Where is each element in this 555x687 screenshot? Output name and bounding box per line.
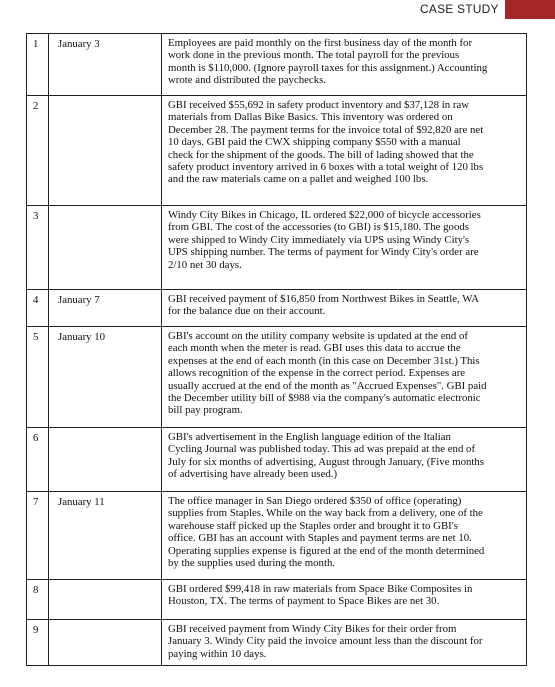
row-date: January 3 <box>49 34 162 95</box>
description-line: January 3. Windy City paid the invoice amount less than the discount for <box>168 635 483 648</box>
table-row <box>27 34 526 96</box>
row-number: 4 <box>27 290 49 326</box>
description-line: Windy City Bikes in Chicago, IL ordered $22,000 of bicycle accessories <box>168 209 481 221</box>
description-line: office. GBI has an account with Staples and payment terms are net 10. <box>168 532 472 545</box>
description-line: work done in the previous month. The total payroll for the previous <box>168 49 460 62</box>
description-line: Employees are paid monthly on the first business day of the month for <box>168 37 473 49</box>
description-line: GBI's account on the utility company website is updated at the end of <box>168 330 468 342</box>
table-row <box>27 96 526 206</box>
description-line: supplies from Staples. While on the way back from a delivery, one of the <box>168 507 483 520</box>
description-line: 2/10 net 30 days. <box>168 258 242 271</box>
table-row <box>27 620 526 665</box>
row-date <box>49 580 162 619</box>
transaction-table <box>26 33 527 666</box>
description-line: wrote and distributed the paychecks. <box>168 74 327 87</box>
description-line: were shipped to Windy City immediately via UPS using Windy City's <box>168 233 470 246</box>
row-date <box>49 620 162 665</box>
row-number: 6 <box>27 428 49 491</box>
description-line: GBI received $55,692 in safety product inventory and $37,128 in raw <box>168 99 470 111</box>
row-date: January 10 <box>49 327 162 427</box>
description-line: Houston, TX. The terms of payment to Space Bikes are net 30. <box>168 595 440 608</box>
row-description <box>162 327 526 427</box>
row-description <box>162 206 526 289</box>
row-number: 7 <box>27 492 49 579</box>
description-line: UPS shipping number. The terms of payment for Windy City's order are <box>168 246 479 259</box>
description-line: for the balance due on their account. <box>168 305 326 318</box>
row-date <box>49 96 162 205</box>
description-line: July for six months of advertising, August through January, (Five months <box>168 455 484 468</box>
row-number: 1 <box>27 34 49 95</box>
description-line: allows recognition of the expense in the correct period. Expenses are <box>168 367 466 380</box>
table-row <box>27 428 526 492</box>
row-description <box>162 290 526 326</box>
description-line: month is $110,000. (Ignore payroll taxes for this assignment.) Accounting <box>168 61 488 74</box>
row-number: 9 <box>27 620 49 665</box>
description-line: warehouse staff picked up the Staples order and brought it to GBI's <box>168 519 458 532</box>
description-line: safety product inventory arrived in 6 boxes with a total weight of 120 lbs <box>168 161 484 174</box>
description-line: December 28. The payment terms for the invoice total of $92,820 are net <box>168 123 484 136</box>
description-line: check for the shipment of the goods. The bill of lading showed that the <box>168 148 474 161</box>
description-line: paying within 10 days. <box>168 647 267 660</box>
description-line: 10 days. GBI paid the CWX shipping company $550 with a manual <box>168 136 461 149</box>
header-accent-bar <box>505 0 555 19</box>
row-description <box>162 34 526 95</box>
row-date <box>49 428 162 491</box>
row-number: 3 <box>27 206 49 289</box>
description-line: expenses at the end of each month (in this case on December 31st.) This <box>168 354 480 367</box>
description-line: and the raw materials came on a pallet and weighed 100 lbs. <box>168 173 429 186</box>
description-line: each month when the meter is read. GBI uses this data to accrue the <box>168 342 461 355</box>
case-study-title: CASE STUDY <box>420 2 499 16</box>
description-line: The office manager in San Diego ordered $350 of office (operating) <box>168 495 462 507</box>
description-line: from GBI. The cost of the accessories (to GBI) is $15,180. The goods <box>168 221 469 234</box>
table-row <box>27 206 526 290</box>
description-line: GBI ordered $99,418 in raw materials from Space Bike Composites in <box>168 583 473 595</box>
description-line: Operating supplies expense is figured at the end of the month determined <box>168 544 485 557</box>
row-description <box>162 428 526 491</box>
table-row <box>27 580 526 620</box>
table-row <box>27 290 526 327</box>
description-line: GBI received payment from Windy City Bikes for their order from <box>168 623 457 635</box>
description-line: GBI's advertisement in the English language edition of the Italian <box>168 431 451 443</box>
row-date: January 7 <box>49 290 162 326</box>
row-description <box>162 492 526 579</box>
row-number: 5 <box>27 327 49 427</box>
row-description <box>162 96 526 205</box>
description-line: the December utility bill of $988 via the company's automatic electronic <box>168 392 481 405</box>
row-number: 8 <box>27 580 49 619</box>
row-description <box>162 620 526 665</box>
description-line: by the supplies used during the month. <box>168 557 336 570</box>
table-row <box>27 327 526 428</box>
description-line: of advertising have already been used.) <box>168 468 338 481</box>
description-line: materials from Dallas Bike Basics. This inventory was ordered on <box>168 111 453 124</box>
description-line: Cycling Journal was published today. This ad was prepaid at the end of <box>168 443 476 456</box>
row-date: January 11 <box>49 492 162 579</box>
row-description <box>162 580 526 619</box>
description-line: usually accrued at the end of the month as "Accrued Expenses". GBI paid <box>168 379 487 392</box>
table-row <box>27 492 526 580</box>
description-line: GBI received payment of $16,850 from Northwest Bikes in Seattle, WA <box>168 293 480 305</box>
row-number: 2 <box>27 96 49 205</box>
description-line: bill pay program. <box>168 404 243 417</box>
row-date <box>49 206 162 289</box>
